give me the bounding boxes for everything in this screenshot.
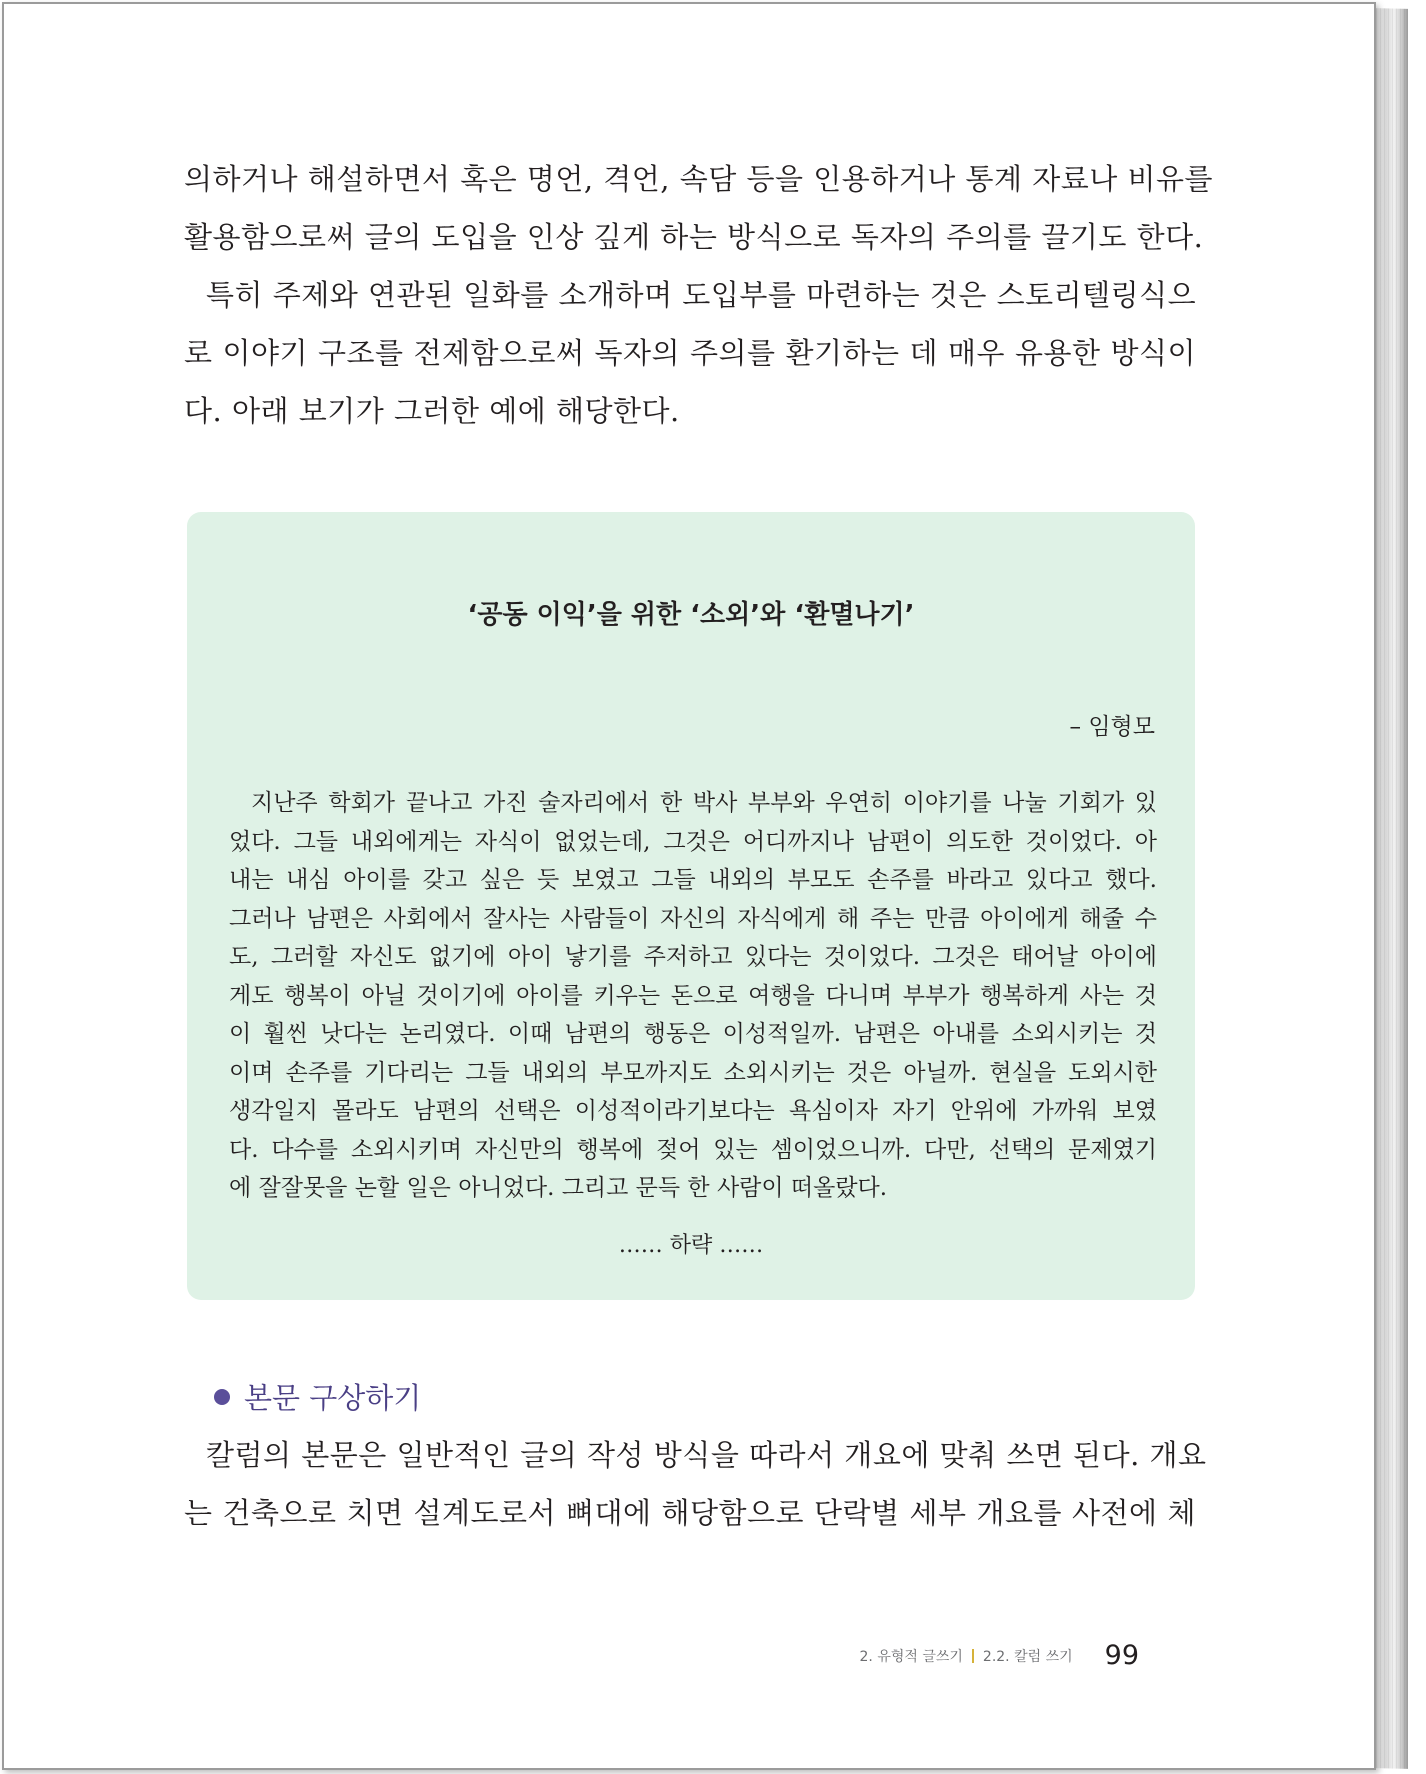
bullet-icon — [214, 1389, 230, 1405]
example-line: 그러나 남편은 사회에서 잘사는 사람들이 자신의 자식에게 해 주는 만큼 아이에게 해줄 수 — [229, 905, 1157, 932]
page-number: 99 — [1104, 1640, 1139, 1671]
example-line: 내는 내심 아이를 갖고 싶은 듯 보였고 그들 내외의 부모도 손주를 바라고 있다고 했다. — [229, 867, 1157, 893]
example-line: 도, 그러할 자신도 없기에 아이 낳기를 주저하고 있다는 것이었다. 그것은 태어날 아이에 — [229, 944, 1157, 970]
example-body — [229, 784, 1157, 1208]
book-page — [2, 2, 1376, 1770]
intro-line: 다. 아래 보기가 그러한 예에 해당한다. — [184, 394, 680, 428]
intro-line: 활용함으로써 글의 도입을 인상 깊게 하는 방식으로 독자의 주의를 끌기도 한다. — [184, 220, 1204, 254]
example-column-box — [187, 512, 1195, 1300]
page-footer — [860, 1640, 1139, 1671]
intro-line: 로 이야기 구조를 전제함으로써 독자의 주의를 환기하는 데 매우 유용한 방식이 — [184, 336, 1196, 370]
example-line: 에 잘잘못을 논할 일은 아니었다. 그리고 문득 한 사람이 떠올랐다. — [229, 1175, 888, 1201]
example-author: – 임형모 — [1069, 714, 1155, 740]
footer-separator — [972, 1649, 974, 1663]
main-line: 는 건축으로 치면 설계도로서 뼈대에 해당함으로 단락별 세부 개요를 사전에 체 — [184, 1496, 1196, 1530]
example-line: 다. 다수를 소외시키며 자신만의 행복에 젖어 있는 셈이었으니까. 다만, 선택의 문제였기 — [229, 1136, 1157, 1163]
footer-section: 2.2. 칼럼 쓰기 — [982, 1648, 1073, 1665]
example-line: 생각일지 몰라도 남편의 선택은 이성적이라기보다는 욕심이자 자기 안위에 가까워 보였 — [229, 1098, 1157, 1124]
main-line: 칼럼의 본문은 일반적인 글의 작성 방식을 따라서 개요에 맞춰 쓰면 된다. 개요 — [206, 1438, 1207, 1472]
example-title: ‘공동 이익’을 위한 ‘소외’와 ‘환멸나기’ — [467, 600, 915, 630]
footer-chapter: 2. 유형적 글쓰기 — [859, 1648, 963, 1665]
section-heading-text: 본문 구상하기 — [244, 1381, 422, 1415]
example-line: 이 훨씬 낫다는 논리였다. 이때 남편의 행동은 이성적일까. 남편은 아내를 소외시키는 것 — [229, 1021, 1157, 1047]
intro-line: 특히 주제와 연관된 일화를 소개하며 도입부를 마련하는 것은 스토리텔링식으 — [206, 278, 1197, 312]
section-heading — [214, 1376, 421, 1417]
example-line: 게도 행복이 아닐 것이기에 아이를 키우는 돈으로 여행을 다니며 부부가 행복하게 사는 것 — [229, 982, 1157, 1009]
main-paragraph — [184, 1426, 1207, 1542]
example-omission-mark: …… 하략 …… — [618, 1233, 764, 1258]
example-line: 이며 손주를 기다리는 그들 내외의 부모까지도 소외시키는 것은 아닐까. 현실을 도외시한 — [229, 1059, 1157, 1086]
intro-paragraphs — [184, 150, 1214, 440]
intro-line: 의하거나 해설하면서 혹은 명언, 격언, 속담 등을 인용하거나 통계 자료나 비유를 — [184, 162, 1214, 196]
example-line: 지난주 학회가 끝나고 가진 술자리에서 한 박사 부부와 우연히 이야기를 나눌 기회가 있 — [251, 790, 1157, 816]
example-line: 었다. 그들 내외에게는 자식이 없었는데, 그것은 어디까지나 남편이 의도한 것이었다. 아 — [229, 828, 1157, 855]
